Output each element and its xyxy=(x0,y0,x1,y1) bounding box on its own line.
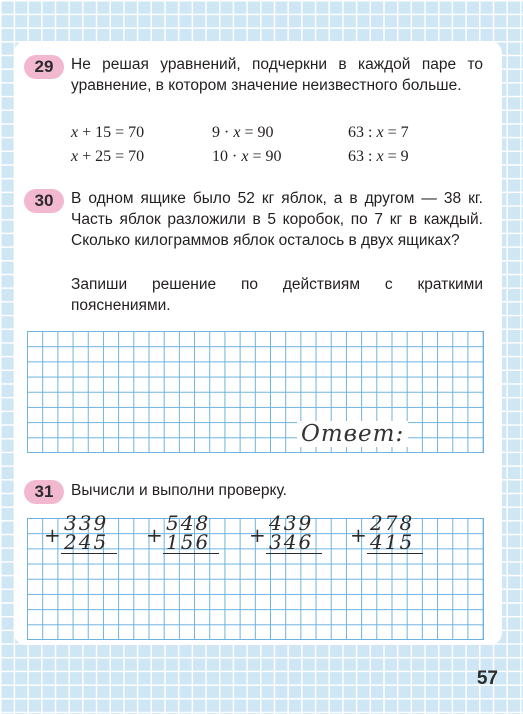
equation-1[interactable]: x + 15 = 70 xyxy=(71,124,145,141)
equation-2[interactable]: 9 · x = 90 xyxy=(212,124,274,141)
equation-3[interactable]: 63 : x = 7 xyxy=(348,124,409,141)
page-number: 57 xyxy=(476,668,498,689)
column-addition-4: + 278 415 xyxy=(350,515,430,555)
task-29-number: 29 xyxy=(24,55,64,79)
task-31-number: 31 xyxy=(24,480,64,504)
task-30-number: 30 xyxy=(24,189,64,213)
task-30-text: В одном ящике было 52 кг яблок, а в другом — 38 кг. Часть яблок разложили в 5 коробок, по 7 кг в каждый. Сколько килограммов яблок осталось в двух ящиках? xyxy=(71,190,483,249)
task-31-text: Вычисли и выполни проверку. xyxy=(71,482,287,499)
column-addition-3: + 439 346 xyxy=(249,515,329,555)
solution-grid[interactable] xyxy=(27,331,484,453)
equation-4[interactable]: x + 25 = 70 xyxy=(71,148,145,165)
task-30-instruction: Запиши решение по действиям с краткими пояснениями. xyxy=(71,276,483,314)
column-addition-2: + 548 156 xyxy=(146,515,226,555)
equation-6[interactable]: 63 : x = 9 xyxy=(348,148,409,165)
answer-label: Ответ: xyxy=(297,421,408,447)
equation-5[interactable]: 10 · x = 90 xyxy=(212,148,282,165)
task-29-text: Не решая уравнений, подчеркни в каждой паре то уравнение, в котором значение неизвестного больше. xyxy=(71,56,483,94)
column-addition-1: + 339 245 xyxy=(44,515,124,555)
